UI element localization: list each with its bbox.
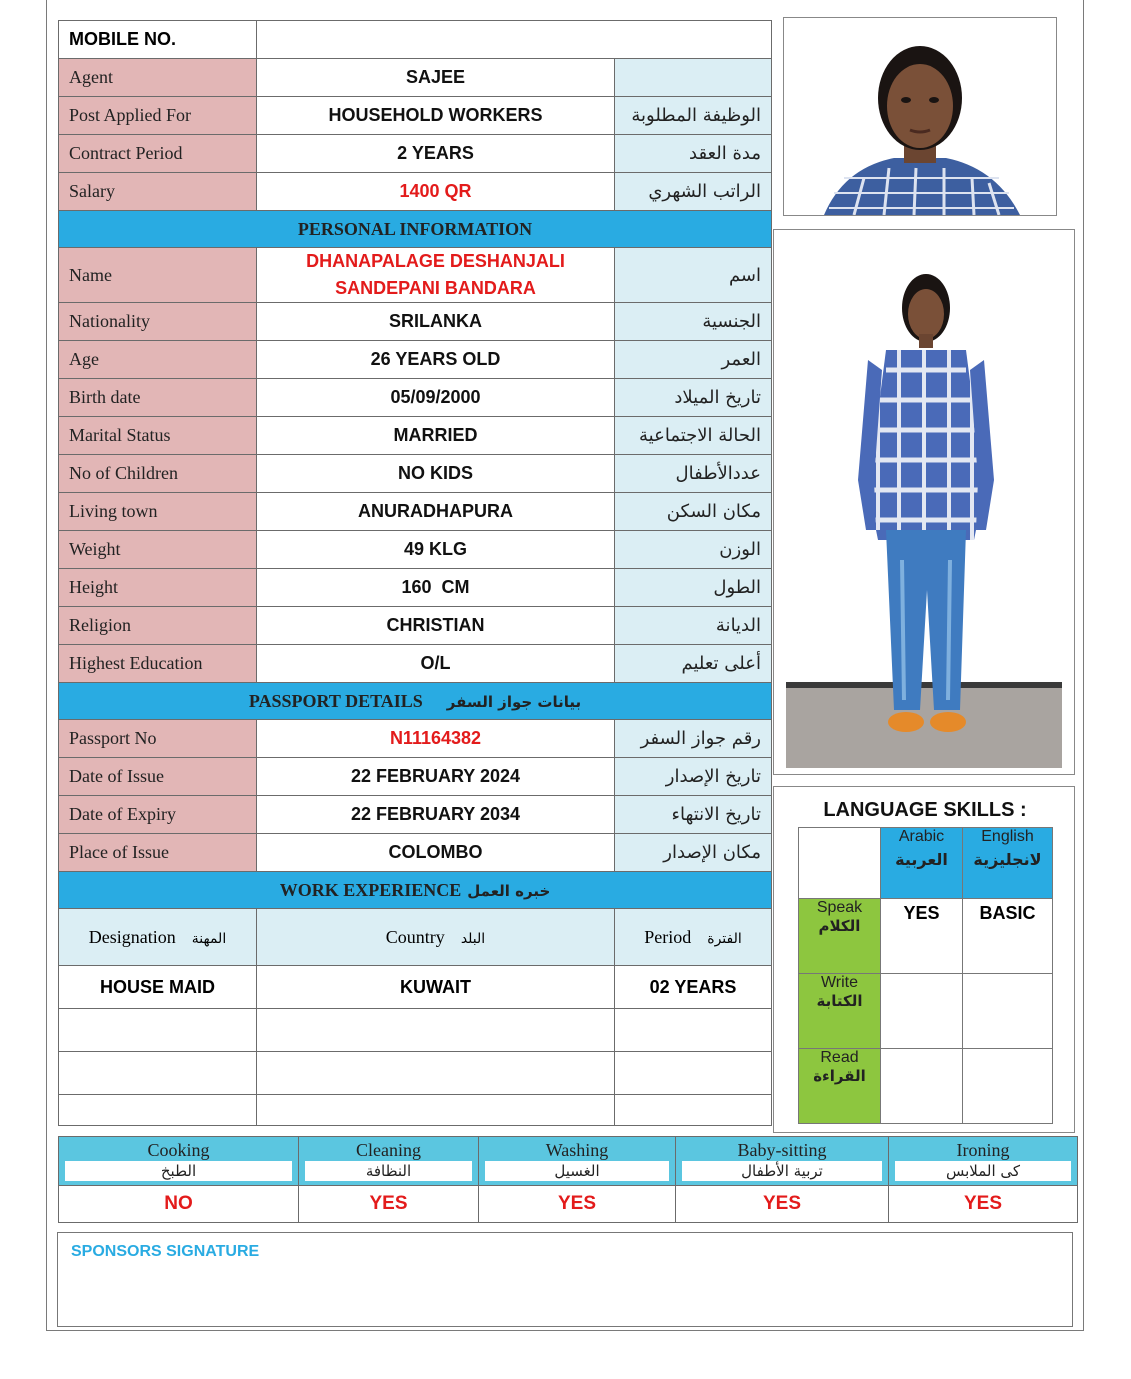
speak-arabic-value: YES: [881, 899, 963, 974]
arabic-label-ar: العربية: [895, 850, 948, 869]
mobile-value: [257, 21, 772, 59]
info-row-nationality: [59, 303, 772, 341]
info-row-education: [59, 645, 772, 683]
lang-corner: [799, 828, 881, 899]
mobile-label: MOBILE NO.: [59, 21, 257, 59]
lang-row-speak: [799, 899, 881, 974]
english-label: English: [981, 828, 1034, 845]
field-label-arabic: العمر: [615, 341, 772, 379]
work-header-designation: [59, 909, 257, 966]
field-label-arabic: [615, 59, 772, 97]
language-skills-panel: [773, 786, 1075, 1133]
period-header: Period: [644, 926, 692, 947]
field-label-arabic: تاريخ الإصدار: [615, 758, 772, 796]
info-row-marital: [59, 417, 772, 455]
work-header-period: [615, 909, 772, 966]
field-label: Highest Education: [59, 645, 257, 683]
field-label: Date of Expiry: [59, 796, 257, 834]
skill-value-washing: YES: [479, 1186, 676, 1223]
info-row-post: [59, 97, 772, 135]
country-header: Country: [385, 926, 445, 947]
passport-title-arabic: بيانات جواز السفر: [446, 692, 582, 711]
name-value: [257, 248, 615, 303]
field-label-arabic: الطول: [615, 569, 772, 607]
skill-label: Washing: [545, 1140, 609, 1160]
work-row-empty: [59, 1095, 772, 1126]
skill-header-cooking: [59, 1137, 299, 1186]
field-value: COLOMBO: [257, 834, 615, 872]
info-row-birthdate: [59, 379, 772, 417]
speak-label-ar: الكلام: [818, 917, 861, 935]
field-label-arabic: مكان الإصدار: [615, 834, 772, 872]
write-label: Write: [820, 974, 859, 991]
sponsor-signature-label: SPONSORS SIGNATURE: [71, 1243, 260, 1260]
designation-header: Designation: [88, 926, 176, 947]
info-row-age: [59, 341, 772, 379]
read-label-ar: القراءة: [813, 1067, 866, 1085]
info-row-issue-date: [59, 758, 772, 796]
field-label-arabic: أعلى تعليم: [615, 645, 772, 683]
field-label: Passport No: [59, 720, 257, 758]
field-label-arabic: الوزن: [615, 531, 772, 569]
field-label: Agent: [59, 59, 257, 97]
skill-header-babysitting: [676, 1137, 889, 1186]
field-label-arabic: مكان السكن: [615, 493, 772, 531]
field-value: 49 KLG: [257, 531, 615, 569]
field-value: NO KIDS: [257, 455, 615, 493]
field-label-arabic: تاريخ الميلاد: [615, 379, 772, 417]
section-personal: [59, 211, 772, 248]
field-label: Height: [59, 569, 257, 607]
field-label-arabic: الجنسية: [615, 303, 772, 341]
skill-label-arabic: تربية الأطفال: [682, 1161, 882, 1181]
skills-table: [58, 1136, 1078, 1223]
info-row-children: [59, 455, 772, 493]
name-line-2: SANDEPANI BANDARA: [335, 278, 536, 298]
passport-number-value: N11164382: [257, 720, 615, 758]
skill-value-cleaning: YES: [299, 1186, 479, 1223]
field-label: Marital Status: [59, 417, 257, 455]
skill-value-babysitting: YES: [676, 1186, 889, 1223]
info-row-town: [59, 493, 772, 531]
work-row-empty: [59, 1052, 772, 1095]
full-body-photo: [773, 229, 1075, 775]
field-value: MARRIED: [257, 417, 615, 455]
work-header-country: [257, 909, 615, 966]
work-title-arabic: خبره العمل: [467, 881, 551, 900]
lang-header-arabic: [881, 828, 963, 899]
field-label: Living town: [59, 493, 257, 531]
skill-label: Ironing: [956, 1140, 1010, 1160]
info-row-passport-no: [59, 720, 772, 758]
field-label-arabic: مدة العقد: [615, 135, 772, 173]
field-label: Place of Issue: [59, 834, 257, 872]
skill-label-arabic: الطبخ: [65, 1161, 292, 1181]
sponsor-signature-box: [57, 1232, 1073, 1327]
work-row-empty: [59, 1009, 772, 1052]
skill-header-ironing: [889, 1137, 1078, 1186]
skill-value-cooking: NO: [59, 1186, 299, 1223]
section-title-personal: PERSONAL INFORMATION: [59, 211, 772, 248]
info-row-religion: [59, 607, 772, 645]
salary-value: 1400 QR: [257, 173, 615, 211]
skill-label: Baby-sitting: [737, 1140, 827, 1160]
field-value: ANURADHAPURA: [257, 493, 615, 531]
info-row-issue-place: [59, 834, 772, 872]
info-row-contract: [59, 135, 772, 173]
name-line-1: DHANAPALAGE DESHANJALI: [306, 251, 565, 271]
field-label-arabic: اسم: [615, 248, 772, 303]
skill-value-ironing: YES: [889, 1186, 1078, 1223]
field-label-arabic: عددالأطفال: [615, 455, 772, 493]
write-label-ar: الكتابة: [816, 992, 863, 1010]
section-passport: [59, 683, 772, 720]
field-value: 05/09/2000: [257, 379, 615, 417]
field-label-arabic: الديانة: [615, 607, 772, 645]
field-label-arabic: الحالة الاجتماعية: [615, 417, 772, 455]
section-work: [59, 872, 772, 909]
info-row-expiry-date: [59, 796, 772, 834]
portrait-illustration: [784, 18, 1056, 215]
language-skills-title: LANGUAGE SKILLS :: [823, 799, 1027, 821]
field-value: 160 CM: [257, 569, 615, 607]
field-label: Post Applied For: [59, 97, 257, 135]
field-label: Weight: [59, 531, 257, 569]
info-row-agent: [59, 59, 772, 97]
work-period: 02 YEARS: [615, 966, 772, 1009]
field-value: HOUSEHOLD WORKERS: [257, 97, 615, 135]
section-title-passport: [59, 683, 772, 720]
lang-row-write: [799, 974, 881, 1049]
field-label: Date of Issue: [59, 758, 257, 796]
designation-header-arabic: المهنة: [191, 930, 227, 947]
field-label: Nationality: [59, 303, 257, 341]
info-row-salary: [59, 173, 772, 211]
mobile-row: [59, 21, 772, 59]
field-label: Contract Period: [59, 135, 257, 173]
arabic-label: Arabic: [898, 828, 945, 845]
country-header-arabic: البلد: [460, 930, 486, 947]
speak-english-value: BASIC: [963, 899, 1053, 974]
skill-label-arabic: النظافة: [305, 1161, 472, 1181]
field-value: 22 FEBRUARY 2034: [257, 796, 615, 834]
field-value: 26 YEARS OLD: [257, 341, 615, 379]
field-value: O/L: [257, 645, 615, 683]
field-label-arabic: الراتب الشهري: [615, 173, 772, 211]
skill-label: Cooking: [147, 1140, 210, 1160]
skill-label: Cleaning: [356, 1140, 421, 1160]
field-value: SAJEE: [257, 59, 615, 97]
field-label-arabic: الوظيفة المطلوبة: [615, 97, 772, 135]
field-label: Salary: [59, 173, 257, 211]
skill-label-arabic: الغسيل: [485, 1161, 669, 1181]
lang-header-english: [963, 828, 1053, 899]
section-title-work: [59, 872, 772, 909]
applicant-info-table: [58, 20, 772, 1126]
work-row: [59, 966, 772, 1009]
field-label-arabic: تاريخ الانتهاء: [615, 796, 772, 834]
read-label: Read: [820, 1049, 859, 1066]
info-row-name: [59, 248, 772, 303]
skill-label-arabic: كى الملابس: [895, 1161, 1071, 1181]
passport-title: PASSPORT DETAILS: [248, 690, 423, 711]
field-value: 2 YEARS: [257, 135, 615, 173]
field-label: Age: [59, 341, 257, 379]
field-value: 22 FEBRUARY 2024: [257, 758, 615, 796]
skill-header-washing: [479, 1137, 676, 1186]
speak-label: Speak: [816, 899, 863, 916]
field-label: Religion: [59, 607, 257, 645]
work-designation: HOUSE MAID: [59, 966, 257, 1009]
info-row-weight: [59, 531, 772, 569]
work-country: KUWAIT: [257, 966, 615, 1009]
field-label: Name: [59, 248, 257, 303]
skill-header-cleaning: [299, 1137, 479, 1186]
field-label-arabic: رقم جواز السفر: [615, 720, 772, 758]
portrait-photo: [783, 17, 1057, 216]
field-value: SRILANKA: [257, 303, 615, 341]
field-value: CHRISTIAN: [257, 607, 615, 645]
english-label-ar: لانجليزية: [973, 850, 1042, 869]
language-skills-table: [798, 827, 1053, 1124]
period-header-arabic: الفترة: [707, 930, 742, 947]
full-body-illustration: [774, 230, 1074, 774]
lang-row-read: [799, 1049, 881, 1124]
work-title: WORK EXPERIENCE: [279, 879, 462, 900]
field-label: Birth date: [59, 379, 257, 417]
field-label: No of Children: [59, 455, 257, 493]
info-row-height: [59, 569, 772, 607]
work-header-row: [59, 909, 772, 966]
